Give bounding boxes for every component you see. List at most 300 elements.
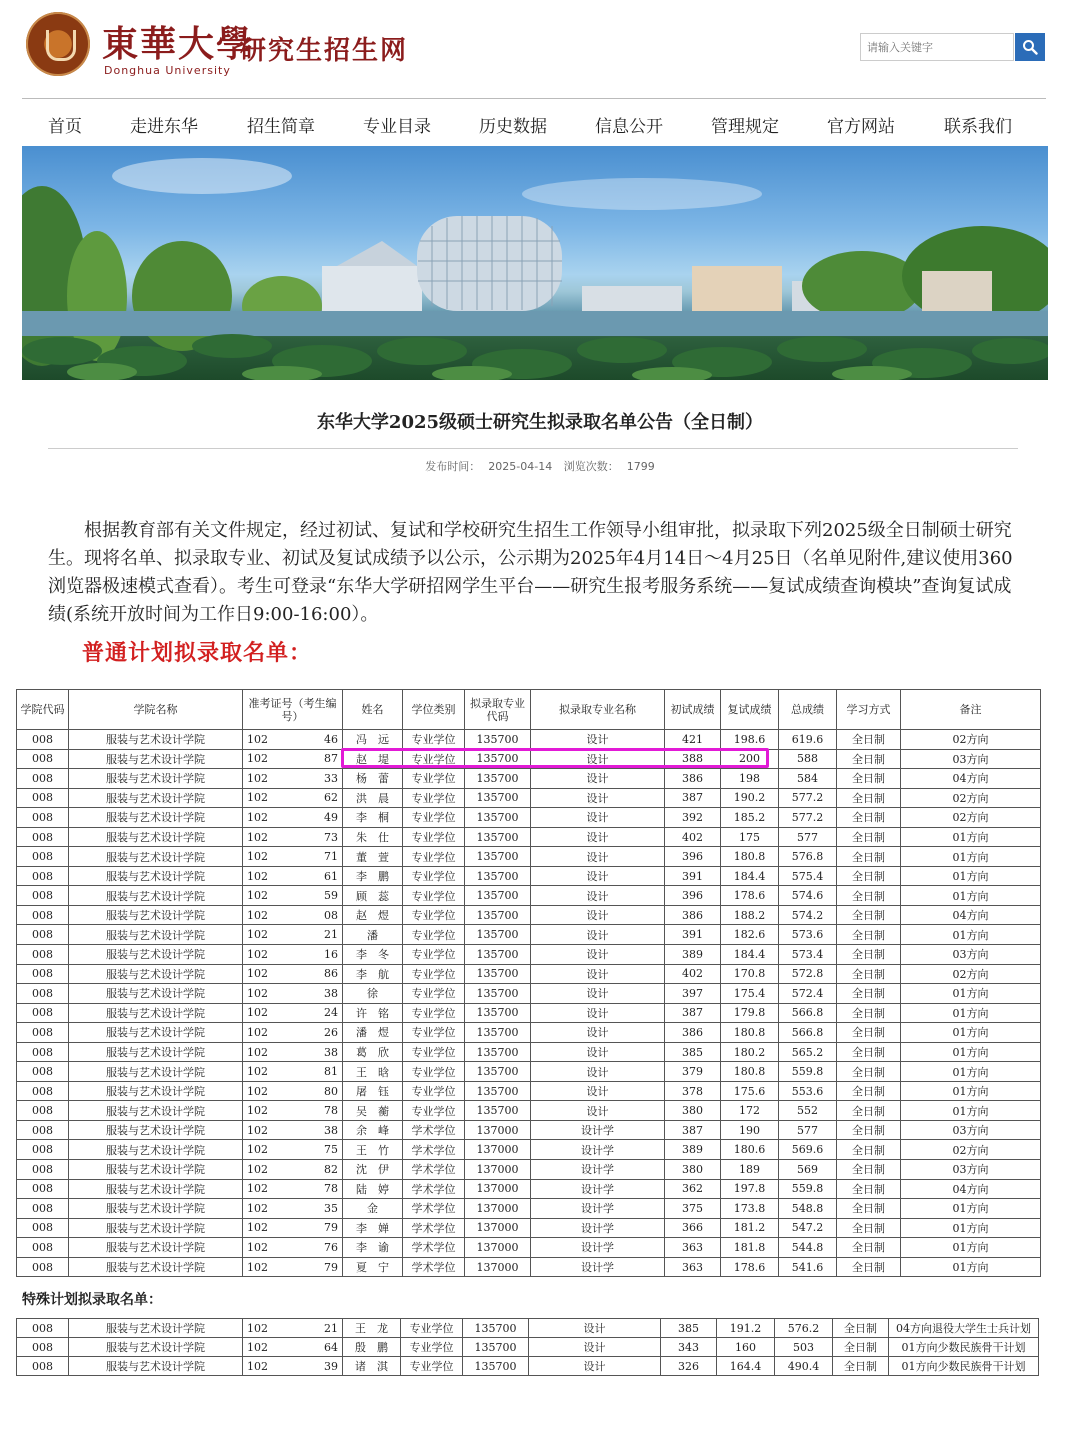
cell-study-mode: 全日制 <box>837 788 901 808</box>
cell-major-code: 135700 <box>465 749 531 769</box>
cell-retest-score: 160 <box>717 1338 775 1357</box>
cell-name: 赵 煜 <box>343 905 403 925</box>
campus-scene-illustration <box>22 146 1048 380</box>
general-admission-table <box>16 689 1041 1277</box>
cell-initial-score: 396 <box>665 847 721 867</box>
cell-exam-id <box>243 808 343 828</box>
exam-id-prefix: 102 <box>247 1182 268 1196</box>
table-row <box>17 1023 1041 1043</box>
cell-major-name: 设计 <box>531 1081 665 1101</box>
cell-college-name: 服装与艺术设计学院 <box>69 984 243 1004</box>
cell-retest-score: 180.8 <box>721 1062 779 1082</box>
cell-major-code: 135700 <box>465 1062 531 1082</box>
exam-id-suffix: 33 <box>324 771 338 785</box>
nav-contact[interactable]: 联系我们 <box>944 117 1012 137</box>
cell-major-name: 设计 <box>531 749 665 769</box>
site-title[interactable]: 研究生招生网 <box>240 36 409 66</box>
cell-college-name: 服装与艺术设计学院 <box>69 1023 243 1043</box>
cell-major-name: 设计学 <box>531 1238 665 1258</box>
exam-id-suffix: 79 <box>324 1221 338 1235</box>
cell-degree-type: 学术学位 <box>403 1257 465 1277</box>
cell-name: 金 <box>343 1199 403 1219</box>
cell-initial-score: 397 <box>665 984 721 1004</box>
nav-regulations[interactable]: 管理规定 <box>711 117 779 137</box>
cell-major-code: 135700 <box>465 1081 531 1101</box>
publish-label: 发布时间： <box>425 460 481 473</box>
cell-college-code: 008 <box>17 1062 69 1082</box>
cell-major-code: 135700 <box>465 945 531 965</box>
cell-initial-score: 363 <box>665 1238 721 1258</box>
cell-study-mode: 全日制 <box>833 1357 889 1376</box>
cell-degree-type: 专业学位 <box>403 730 465 750</box>
cell-initial-score: 379 <box>665 1062 721 1082</box>
cell-study-mode: 全日制 <box>837 1023 901 1043</box>
cell-major-name: 设计 <box>531 964 665 984</box>
cell-study-mode: 全日制 <box>837 1257 901 1277</box>
cell-name: 顾 蕊 <box>343 886 403 906</box>
cell-college-code: 008 <box>17 1357 69 1376</box>
table-row <box>17 964 1041 984</box>
cell-retest-score: 191.2 <box>717 1319 775 1338</box>
cell-major-name: 设计 <box>531 769 665 789</box>
cell-name: 冯 远 <box>343 730 403 750</box>
cell-degree-type: 专业学位 <box>403 1042 465 1062</box>
cell-major-name: 设计 <box>531 1062 665 1082</box>
cell-exam-id <box>243 1238 343 1258</box>
cell-name: 陆 婷 <box>343 1179 403 1199</box>
cell-initial-score: 388 <box>665 749 721 769</box>
exam-id-prefix: 102 <box>247 1143 268 1157</box>
cell-remark: 01方向 <box>901 984 1041 1004</box>
cell-retest-score: 197.8 <box>721 1179 779 1199</box>
cell-major-code: 135700 <box>465 964 531 984</box>
cell-major-name: 设计 <box>531 808 665 828</box>
header-initial-score: 初试成绩 <box>665 690 721 730</box>
cell-initial-score: 380 <box>665 1101 721 1121</box>
nav-catalog[interactable]: 专业目录 <box>363 117 431 137</box>
cell-major-code: 135700 <box>465 886 531 906</box>
cell-degree-type: 学术学位 <box>403 1140 465 1160</box>
cell-college-name: 服装与艺术设计学院 <box>69 788 243 808</box>
cell-college-name: 服装与艺术设计学院 <box>69 1140 243 1160</box>
cell-remark: 02方向 <box>901 730 1041 750</box>
exam-id-prefix: 102 <box>247 1340 268 1354</box>
nav-official-site[interactable]: 官方网站 <box>827 117 895 137</box>
cell-exam-id <box>243 730 343 750</box>
cell-name: 王 龙 <box>343 1319 401 1338</box>
cell-college-code: 008 <box>17 1338 69 1357</box>
exam-id-prefix: 102 <box>247 810 268 824</box>
cell-college-code: 008 <box>17 1101 69 1121</box>
cell-college-name: 服装与艺术设计学院 <box>69 866 243 886</box>
cell-name: 董 萱 <box>343 847 403 867</box>
cell-exam-id <box>243 1199 343 1219</box>
cell-total-score: 547.2 <box>779 1218 837 1238</box>
cell-retest-score: 190.2 <box>721 788 779 808</box>
cell-college-code: 008 <box>17 1218 69 1238</box>
table-row <box>17 1101 1041 1121</box>
cell-retest-score: 173.8 <box>721 1199 779 1219</box>
cell-initial-score: 386 <box>665 769 721 789</box>
cell-degree-type: 专业学位 <box>403 925 465 945</box>
nav-history-data[interactable]: 历史数据 <box>479 117 547 137</box>
cell-major-name: 设计学 <box>531 1199 665 1219</box>
cell-remark: 03方向 <box>901 1160 1041 1180</box>
cell-total-score: 572.4 <box>779 984 837 1004</box>
cell-college-name: 服装与艺术设计学院 <box>69 945 243 965</box>
cell-college-code: 008 <box>17 1257 69 1277</box>
cell-name: 李 航 <box>343 964 403 984</box>
table-row <box>17 1238 1041 1258</box>
cell-remark: 01方向 <box>901 1003 1041 1023</box>
cell-name: 许 铭 <box>343 1003 403 1023</box>
cell-major-code: 137000 <box>465 1120 531 1140</box>
cell-college-name: 服装与艺术设计学院 <box>69 1120 243 1140</box>
cell-total-score: 552 <box>779 1101 837 1121</box>
cell-major-code: 135700 <box>465 808 531 828</box>
general-plan-heading: 普通计划拟录取名单： <box>82 640 313 666</box>
cell-remark: 04方向 <box>901 1179 1041 1199</box>
cell-total-score: 553.6 <box>779 1081 837 1101</box>
cell-total-score: 541.6 <box>779 1257 837 1277</box>
exam-id-suffix: 64 <box>324 1340 338 1354</box>
exam-id-suffix: 26 <box>324 1025 338 1039</box>
cell-major-code: 135700 <box>463 1357 529 1376</box>
cell-name: 朱 仕 <box>343 827 403 847</box>
cell-college-name: 服装与艺术设计学院 <box>69 1101 243 1121</box>
cell-study-mode: 全日制 <box>837 1062 901 1082</box>
cell-major-code: 137000 <box>465 1179 531 1199</box>
cell-name: 王 竹 <box>343 1140 403 1160</box>
cell-remark: 01方向 <box>901 827 1041 847</box>
cell-remark: 02方向 <box>901 964 1041 984</box>
cell-name: 余 峰 <box>343 1120 403 1140</box>
cell-study-mode: 全日制 <box>837 964 901 984</box>
table-row <box>17 1199 1041 1219</box>
cell-college-name: 服装与艺术设计学院 <box>69 1003 243 1023</box>
cell-total-score: 576.2 <box>775 1319 833 1338</box>
general-table-body <box>17 730 1041 1277</box>
cell-initial-score: 392 <box>665 808 721 828</box>
cell-study-mode: 全日制 <box>837 905 901 925</box>
cell-remark: 01方向 <box>901 1257 1041 1277</box>
university-logo-text[interactable]: 東華大學 <box>102 23 255 65</box>
cell-degree-type: 专业学位 <box>403 964 465 984</box>
cell-degree-type: 专业学位 <box>403 945 465 965</box>
cell-major-code: 137000 <box>465 1199 531 1219</box>
cell-degree-type: 学术学位 <box>403 1160 465 1180</box>
cell-degree-type: 专业学位 <box>403 808 465 828</box>
cell-degree-type: 专业学位 <box>403 866 465 886</box>
cell-college-code: 008 <box>17 1003 69 1023</box>
cell-remark: 01方向 <box>901 1042 1041 1062</box>
exam-id-suffix: 35 <box>324 1201 338 1215</box>
cell-college-name: 服装与艺术设计学院 <box>69 1218 243 1238</box>
cell-degree-type: 专业学位 <box>403 886 465 906</box>
cell-major-name: 设计 <box>531 730 665 750</box>
cell-college-code: 008 <box>17 808 69 828</box>
cell-degree-type: 专业学位 <box>403 769 465 789</box>
exam-id-prefix: 102 <box>247 1221 268 1235</box>
cell-remark: 01方向 <box>901 1062 1041 1082</box>
cell-major-code: 135700 <box>465 827 531 847</box>
cell-remark: 03方向 <box>901 749 1041 769</box>
cell-college-code: 008 <box>17 1120 69 1140</box>
cell-total-score: 503 <box>775 1338 833 1357</box>
exam-id-suffix: 24 <box>324 1006 338 1020</box>
nav-info-disclosure[interactable]: 信息公开 <box>595 117 663 137</box>
special-plan-heading: 特殊计划拟录取名单： <box>22 1292 162 1308</box>
cell-major-code: 137000 <box>465 1257 531 1277</box>
cell-total-score: 577 <box>779 827 837 847</box>
cell-degree-type: 专业学位 <box>401 1319 463 1338</box>
cell-major-name: 设计学 <box>531 1140 665 1160</box>
cell-remark: 01方向 <box>901 925 1041 945</box>
exam-id-prefix: 102 <box>247 967 268 981</box>
exam-id-prefix: 102 <box>247 732 268 746</box>
cell-degree-type: 学术学位 <box>403 1218 465 1238</box>
cell-college-name: 服装与艺术设计学院 <box>69 1319 243 1338</box>
cell-major-code: 135700 <box>465 1042 531 1062</box>
nav-about[interactable]: 走进东华 <box>130 117 198 137</box>
cell-major-code: 135700 <box>465 1101 531 1121</box>
exam-id-prefix: 102 <box>247 1201 268 1215</box>
cell-total-score: 490.4 <box>775 1357 833 1376</box>
cell-major-name: 设计 <box>531 1003 665 1023</box>
cell-name: 吴 蘅 <box>343 1101 403 1121</box>
cell-major-name: 设计 <box>531 788 665 808</box>
cell-major-code: 135700 <box>465 730 531 750</box>
cell-college-name: 服装与艺术设计学院 <box>69 827 243 847</box>
cell-major-code: 135700 <box>465 847 531 867</box>
header-divider <box>22 98 1046 99</box>
cell-college-code: 008 <box>17 964 69 984</box>
exam-id-prefix: 102 <box>247 791 268 805</box>
cell-exam-id <box>243 1338 343 1357</box>
exam-id-suffix: 82 <box>324 1162 338 1176</box>
cell-degree-type: 学术学位 <box>403 1238 465 1258</box>
cell-remark: 04方向 <box>901 905 1041 925</box>
table-row <box>17 866 1041 886</box>
cell-retest-score: 190 <box>721 1120 779 1140</box>
cell-total-score: 573.6 <box>779 925 837 945</box>
cell-degree-type: 专业学位 <box>403 1101 465 1121</box>
cell-major-code: 137000 <box>465 1238 531 1258</box>
cell-exam-id <box>243 1160 343 1180</box>
cell-major-name: 设计 <box>529 1319 661 1338</box>
header-college-code: 学院代码 <box>17 690 69 730</box>
table-row <box>17 1338 1039 1357</box>
cell-college-name: 服装与艺术设计学院 <box>69 808 243 828</box>
cell-college-code: 008 <box>17 1238 69 1258</box>
cell-study-mode: 全日制 <box>837 749 901 769</box>
exam-id-suffix: 46 <box>324 732 338 746</box>
exam-id-suffix: 39 <box>324 1359 338 1373</box>
cell-retest-score: 184.4 <box>721 945 779 965</box>
cell-initial-score: 391 <box>665 925 721 945</box>
cell-degree-type: 学术学位 <box>403 1120 465 1140</box>
cell-retest-score: 178.6 <box>721 1257 779 1277</box>
cell-retest-score: 175.6 <box>721 1081 779 1101</box>
exam-id-suffix: 59 <box>324 889 338 903</box>
exam-id-suffix: 73 <box>324 830 338 844</box>
exam-id-prefix: 102 <box>247 830 268 844</box>
cell-retest-score: 180.2 <box>721 1042 779 1062</box>
cell-major-code: 135700 <box>463 1319 529 1338</box>
nav-home[interactable]: 首页 <box>48 117 82 137</box>
cell-college-code: 008 <box>17 1081 69 1101</box>
cell-total-score: 577.2 <box>779 788 837 808</box>
exam-id-prefix: 102 <box>247 1162 268 1176</box>
search-input[interactable] <box>860 33 1014 61</box>
cell-major-name: 设计学 <box>531 1218 665 1238</box>
cell-initial-score: 343 <box>661 1338 717 1357</box>
cell-study-mode: 全日制 <box>837 847 901 867</box>
cell-exam-id <box>243 1003 343 1023</box>
cell-major-name: 设计 <box>531 1023 665 1043</box>
highlight-box <box>341 748 769 768</box>
exam-id-prefix: 102 <box>247 986 268 1000</box>
cell-total-score: 576.8 <box>779 847 837 867</box>
exam-id-prefix: 102 <box>247 850 268 864</box>
cell-retest-score: 178.6 <box>721 886 779 906</box>
cell-initial-score: 402 <box>665 827 721 847</box>
cell-exam-id <box>243 1101 343 1121</box>
cell-college-name: 服装与艺术设计学院 <box>69 1179 243 1199</box>
cell-remark: 01方向 <box>901 1199 1041 1219</box>
cell-major-code: 137000 <box>465 1218 531 1238</box>
cell-major-name: 设计学 <box>531 1120 665 1140</box>
cell-major-name: 设计 <box>529 1357 661 1376</box>
cell-major-name: 设计 <box>531 905 665 925</box>
cell-study-mode: 全日制 <box>837 1003 901 1023</box>
cell-major-code: 137000 <box>465 1160 531 1180</box>
cell-remark: 01方向少数民族骨干计划 <box>889 1357 1039 1376</box>
cell-name: 李 鹏 <box>343 866 403 886</box>
header-major-name: 拟录取专业名称 <box>531 690 665 730</box>
exam-id-suffix: 38 <box>324 986 338 1000</box>
cell-exam-id <box>243 827 343 847</box>
table-row <box>17 1003 1041 1023</box>
cell-initial-score: 326 <box>661 1357 717 1376</box>
cell-initial-score: 363 <box>665 1257 721 1277</box>
cell-name: 殷 鹏 <box>343 1338 401 1357</box>
cell-college-name: 服装与艺术设计学院 <box>69 886 243 906</box>
cell-college-name: 服装与艺术设计学院 <box>69 1081 243 1101</box>
cell-retest-score: 181.2 <box>721 1218 779 1238</box>
exam-id-suffix: 76 <box>324 1240 338 1254</box>
exam-id-prefix: 102 <box>247 1321 268 1335</box>
cell-name: 李 桐 <box>343 808 403 828</box>
campus-banner-image <box>22 146 1048 380</box>
cell-college-code: 008 <box>17 1179 69 1199</box>
cell-retest-score: 179.8 <box>721 1003 779 1023</box>
article-paragraph: 根据教育部有关文件规定，经过初试、复试和学校研究生招生工作领导小组审批，拟录取下列2025级全日制硕士研究生。现将名单、拟录取专业、初试及复试成绩予以公示，公示期为2025年4月14日～4月25日（名单见附件,建议使用360浏览器极速模式查看）。考生可登录“东华大学研招网学生平台——研究生报考服务系统——复试成绩查询模块”查询复试成绩(系统开放时间为工作日9:00-16:00）。 <box>48 520 1013 625</box>
exam-id-suffix: 38 <box>324 1123 338 1137</box>
exam-id-suffix: 81 <box>324 1065 338 1079</box>
cell-exam-id <box>243 847 343 867</box>
cell-retest-score: 185.2 <box>721 808 779 828</box>
cell-college-code: 008 <box>17 905 69 925</box>
cell-major-name: 设计 <box>531 847 665 867</box>
exam-id-prefix: 102 <box>247 947 268 961</box>
cell-college-name: 服装与艺术设计学院 <box>69 1062 243 1082</box>
cell-degree-type: 学术学位 <box>403 1179 465 1199</box>
exam-id-prefix: 102 <box>247 752 268 766</box>
cell-major-name: 设计学 <box>531 1160 665 1180</box>
cell-exam-id <box>243 1140 343 1160</box>
cell-college-name: 服装与艺术设计学院 <box>69 769 243 789</box>
cell-study-mode: 全日制 <box>837 1042 901 1062</box>
cell-name: 李 冬 <box>343 945 403 965</box>
cell-initial-score: 386 <box>665 905 721 925</box>
cell-retest-score: 164.4 <box>717 1357 775 1376</box>
table-row <box>17 847 1041 867</box>
cell-major-name: 设计 <box>531 925 665 945</box>
cell-study-mode: 全日制 <box>837 925 901 945</box>
search-icon <box>1022 39 1038 55</box>
article-meta <box>0 458 1080 474</box>
cell-retest-score: 198.6 <box>721 730 779 750</box>
table-row <box>17 730 1041 750</box>
cell-exam-id <box>243 1042 343 1062</box>
cell-initial-score: 385 <box>661 1319 717 1338</box>
cell-total-score: 574.2 <box>779 905 837 925</box>
header-college-name: 学院名称 <box>69 690 243 730</box>
cell-study-mode: 全日制 <box>837 1160 901 1180</box>
table-row <box>17 788 1041 808</box>
exam-id-prefix: 102 <box>247 908 268 922</box>
cell-college-code: 008 <box>17 769 69 789</box>
exam-id-suffix: 08 <box>324 908 338 922</box>
cell-retest-score: 198 <box>721 769 779 789</box>
special-table-body <box>17 1319 1039 1376</box>
cell-college-code: 008 <box>17 866 69 886</box>
cell-total-score: 572.8 <box>779 964 837 984</box>
cell-college-name: 服装与艺术设计学院 <box>69 1160 243 1180</box>
table-row <box>17 1140 1041 1160</box>
cell-initial-score: 389 <box>665 1140 721 1160</box>
cell-initial-score: 375 <box>665 1199 721 1219</box>
cell-college-name: 服装与艺术设计学院 <box>69 749 243 769</box>
cell-degree-type: 专业学位 <box>403 905 465 925</box>
cell-degree-type: 专业学位 <box>403 1081 465 1101</box>
search-button[interactable] <box>1015 33 1045 61</box>
exam-id-prefix: 102 <box>247 771 268 785</box>
header-retest-score: 复试成绩 <box>721 690 779 730</box>
nav-brochure[interactable]: 招生简章 <box>247 117 315 137</box>
cell-major-name: 设计 <box>531 886 665 906</box>
table-row <box>17 827 1041 847</box>
cell-study-mode: 全日制 <box>837 730 901 750</box>
exam-id-suffix: 78 <box>324 1104 338 1118</box>
cell-major-code: 135700 <box>465 788 531 808</box>
cell-remark: 02方向 <box>901 788 1041 808</box>
cell-college-name: 服装与艺术设计学院 <box>69 905 243 925</box>
university-seal-icon[interactable] <box>26 12 90 76</box>
cell-remark: 01方向 <box>901 866 1041 886</box>
exam-id-prefix: 102 <box>247 889 268 903</box>
cell-retest-score: 180.8 <box>721 847 779 867</box>
cell-total-score: 577 <box>779 1120 837 1140</box>
cell-remark: 01方向 <box>901 1081 1041 1101</box>
exam-id-prefix: 102 <box>247 1045 268 1059</box>
cell-remark: 04方向退役大学生士兵计划 <box>889 1319 1039 1338</box>
cell-retest-score: 188.2 <box>721 905 779 925</box>
cell-remark: 02方向 <box>901 1140 1041 1160</box>
cell-college-code: 008 <box>17 827 69 847</box>
cell-study-mode: 全日制 <box>837 1199 901 1219</box>
